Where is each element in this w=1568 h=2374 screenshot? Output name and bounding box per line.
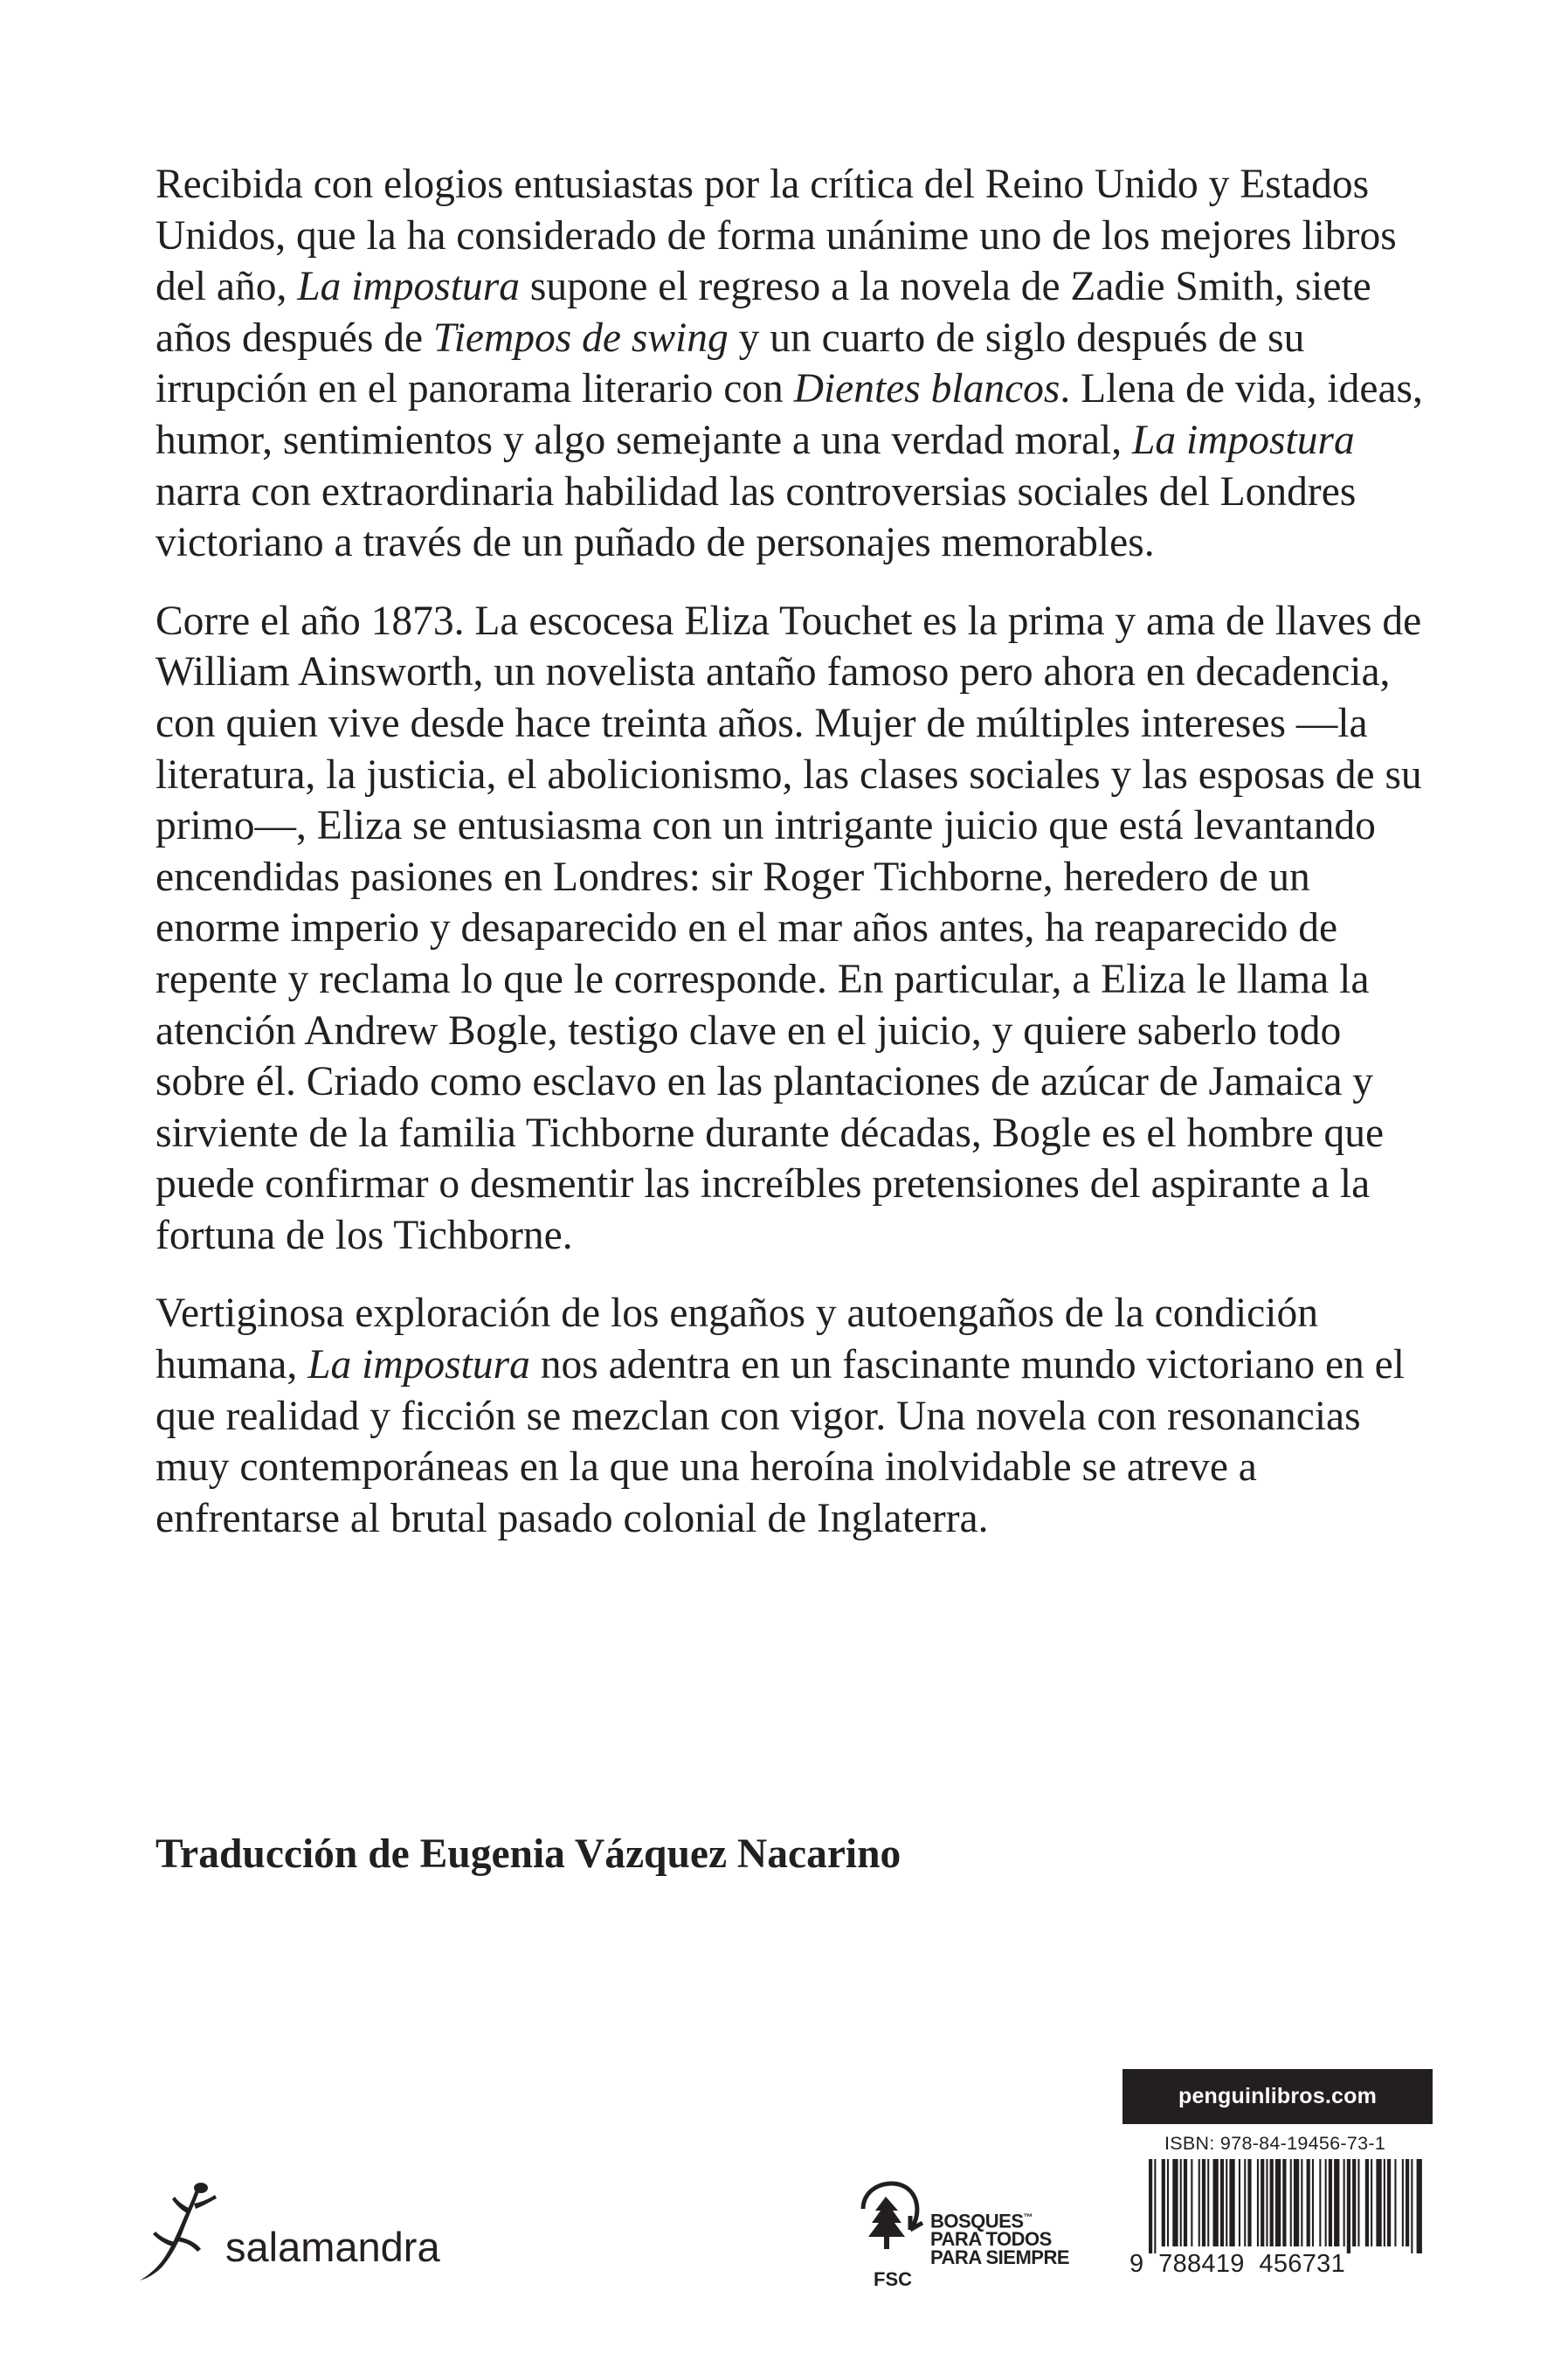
- fsc-slogan-line: PARA TODOS: [930, 2228, 1052, 2251]
- barcode-bar: [1202, 2159, 1205, 2246]
- fsc-tree-icon: [856, 2174, 926, 2267]
- barcode-bar: [1325, 2159, 1327, 2246]
- barcode-box: [1122, 2124, 1433, 2302]
- barcode-bar: [1149, 2159, 1152, 2253]
- barcode-bar: [1394, 2159, 1396, 2246]
- book-title-italic: La impostura: [307, 1342, 530, 1388]
- barcode-bar: [1244, 2159, 1246, 2246]
- barcode-bar: [1406, 2159, 1409, 2246]
- barcode-bar: [1294, 2159, 1299, 2246]
- barcode-bar: [1371, 2159, 1372, 2246]
- blurb-text: Vertiginosa exploración de los engaños y autoengaños de la condición humana,: [155, 1291, 1318, 1388]
- barcode-bar: [1239, 2159, 1240, 2246]
- fsc-label: FSC: [874, 2268, 912, 2290]
- book-title-italic: Dientes blancos: [793, 366, 1060, 412]
- barcode-bar: [1347, 2159, 1350, 2253]
- barcode-bar: [1411, 2159, 1413, 2253]
- blurb-paragraph-2: Corre el año 1873. La escocesa Eliza Touchet es la prima y ama de llaves de William Ainsworth, un novelista antaño famoso pero ahora en decadencia, con quien vive desde hace treinta años. Mujer de múltiples intereses —la literatura, la justicia, el abolicionismo, las clases sociales y las esposas de su primo—, Eliza se entusiasma con un intrigante juicio que está levantando encendidas pasiones en Londres: sir Roger Tichborne, heredero de un enorme imperio y desaparecido en el mar años antes, ha reaparecido de repente y reclama lo que le corresponde. En particular, a Eliza le llama la atención Andrew Bogle, testigo clave en el juicio, y quiere saberlo todo sobre él. Criado como esclavo en las plantaciones de azúcar de Jamaica y sirviente de la familia Tichborne durante décadas, Bogle es el hombre que puede confirmar o desmentir las increíbles pretensiones del aspirante a la fortuna de los Tichborne.: [155, 598, 1422, 1258]
- barcode-bar: [1376, 2159, 1381, 2246]
- translation-credit: Traducción de Eugenia Vázquez Nacarino: [155, 1831, 901, 1877]
- back-cover-blurb: [155, 159, 1440, 1571]
- website-bar: penguinlibros.com: [1122, 2069, 1433, 2124]
- fsc-slogan-line: BOSQUES: [930, 2210, 1024, 2232]
- blurb-text: supone el regreso a la novela de Zadie Smith, siete años después de: [155, 264, 1371, 361]
- blurb-paragraph-1: [155, 159, 1440, 569]
- barcode-bar: [1162, 2159, 1165, 2246]
- barcode-bar: [1402, 2159, 1404, 2246]
- barcode-digits: 9 788419 456731: [1129, 2250, 1345, 2278]
- barcode-bar: [1198, 2159, 1200, 2246]
- blurb-paragraph-3: [155, 1288, 1440, 1544]
- barcode-bar: [1290, 2159, 1292, 2246]
- barcode-bar: [1344, 2159, 1345, 2246]
- barcode-bar: [1275, 2159, 1281, 2246]
- barcode-bar: [1352, 2159, 1356, 2246]
- barcode-bar: [1207, 2159, 1209, 2246]
- barcode-bar: [1270, 2159, 1274, 2246]
- blurb-text: nos adentra en un fascinante mundo victoriano en el que realidad y ficción se mezclan con vigor. Una novela con resonancias muy contemporáneas en la que una heroína inolvidable se atreve a enfrentarse al brutal pasado colonial de Inglaterra.: [155, 1342, 1405, 1541]
- barcode-bar: [1226, 2159, 1227, 2246]
- isbn-label: ISBN: 978-84-19456-73-1: [1164, 2133, 1386, 2154]
- barcode-bar: [1384, 2159, 1385, 2246]
- barcode-bar: [1167, 2159, 1169, 2246]
- barcode-bar: [1417, 2159, 1422, 2253]
- barcode-bar: [1154, 2159, 1156, 2253]
- book-title-italic: La impostura: [1132, 417, 1355, 463]
- salamander-icon: [133, 2179, 229, 2284]
- barcode-bar: [1282, 2159, 1286, 2246]
- fsc-slogan: [930, 2209, 1069, 2267]
- barcode-bar: [1220, 2159, 1224, 2246]
- barcode-bar: [1184, 2159, 1187, 2246]
- barcode-bar: [1191, 2159, 1192, 2246]
- barcode-bar: [1307, 2159, 1310, 2246]
- barcode-bar: [1365, 2159, 1369, 2246]
- blurb-text: narra con extraordinaria habilidad las controversias sociales del Londres victoriano a través de un puñado de personajes memorables.: [155, 468, 1357, 566]
- blurb-text: Recibida con elogios entusiastas por la crítica del Reino Unido y Estados Unidos, que la ha considerado de forma unánime uno de los mejores libros del año,: [155, 162, 1397, 310]
- blurb-text: . Llena de vida, ideas, humor, sentimientos y algo semejante a una verdad moral,: [155, 366, 1423, 463]
- book-title-italic: La impostura: [297, 264, 520, 310]
- barcode-bar: [1229, 2159, 1234, 2246]
- barcode-bar: [1301, 2159, 1302, 2246]
- barcode-bar: [1312, 2159, 1314, 2246]
- book-title-italic: Tiempos de swing: [432, 315, 729, 361]
- barcode-bar: [1247, 2159, 1251, 2246]
- barcode-bar: [1266, 2159, 1268, 2246]
- fsc-slogan-line: PARA SIEMPRE: [930, 2246, 1070, 2269]
- barcode-bar: [1334, 2159, 1339, 2246]
- publisher-name: salamandra: [225, 2224, 440, 2270]
- barcode-bar: [1257, 2159, 1259, 2246]
- blurb-text: y un cuarto de siglo después de su irrupción en el panorama literario con: [155, 315, 1305, 412]
- trademark-mark: ™: [1023, 2212, 1033, 2223]
- barcode-bar: [1180, 2159, 1182, 2246]
- barcode-bar: [1387, 2159, 1391, 2246]
- barcode-bar: [1213, 2159, 1219, 2246]
- barcode-bar: [1357, 2159, 1359, 2246]
- barcode-icon: [1149, 2159, 1424, 2253]
- barcode-bar: [1319, 2159, 1321, 2246]
- barcode-bar: [1329, 2159, 1332, 2246]
- barcode-bar: [1261, 2159, 1264, 2246]
- barcode-bar: [1172, 2159, 1178, 2246]
